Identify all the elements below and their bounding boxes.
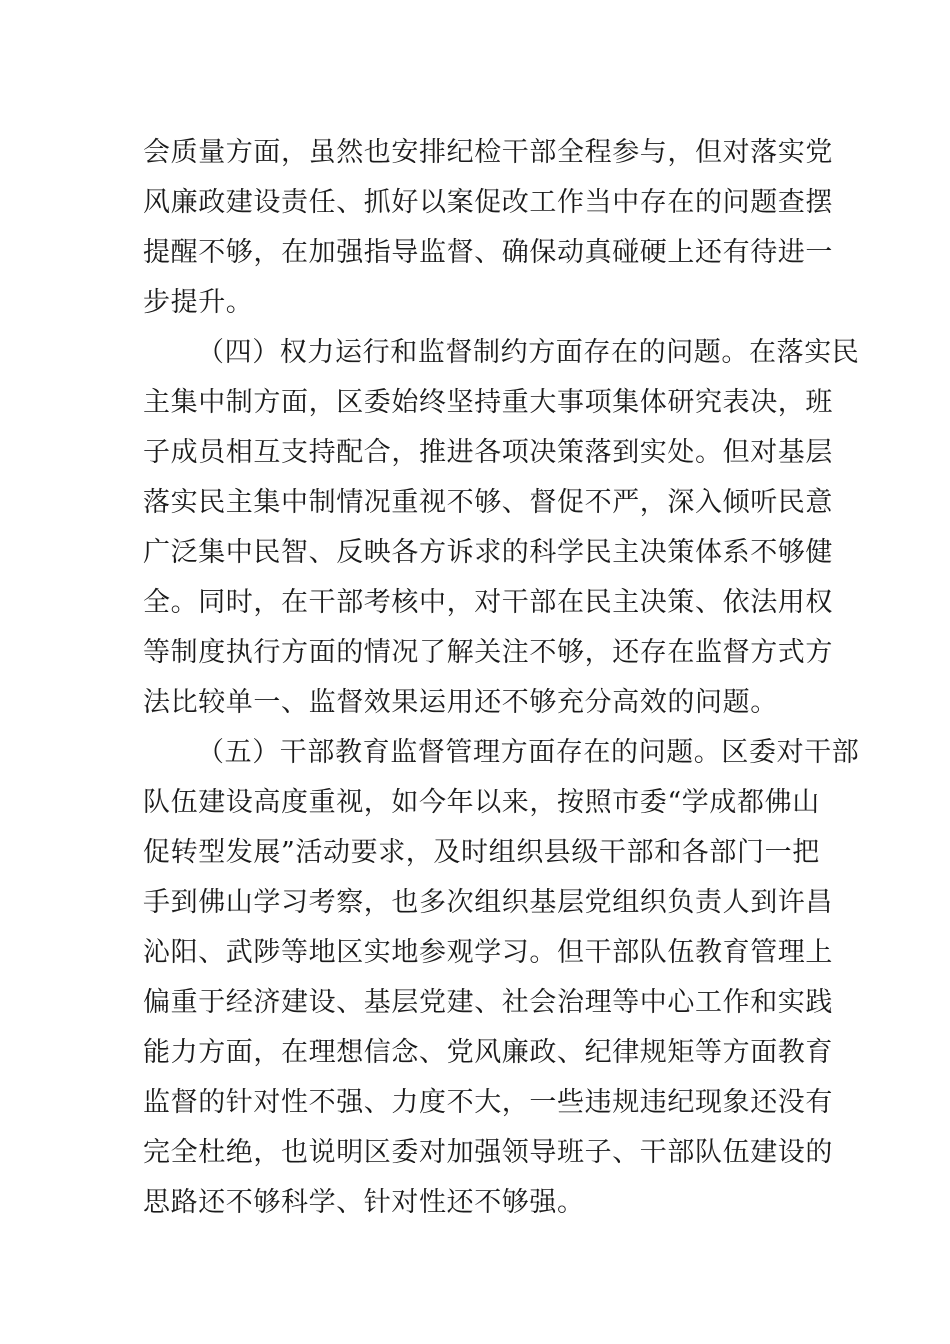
- paragraph-1-line-3: 提醒不够，在加强指导监督、确保动真碰硬上还有待进一: [143, 237, 833, 268]
- paragraph-2-line-4: 落实民主集中制情况重视不够、督促不严，深入倾听民意: [143, 487, 833, 518]
- paragraph-2-line-2: 主集中制方面，区委始终坚持重大事项集体研究表决，班: [143, 387, 833, 418]
- paragraph-3-line-7: 能力方面，在理想信念、党风廉政、纪律规矩等方面教育: [143, 1037, 833, 1068]
- paragraph-3-line-10: 思路还不够科学、针对性还不够强。: [143, 1187, 585, 1218]
- paragraph-3-line-6: 偏重于经济建设、基层党建、社会治理等中心工作和实践: [143, 987, 833, 1018]
- paragraph-1-line-1: 会质量方面，虽然也安排纪检干部全程参与，但对落实党: [143, 137, 833, 168]
- paragraph-1-line-2: 风廉政建设责任、抓好以案促改工作当中存在的问题查摆: [143, 187, 833, 218]
- paragraph-3-line-1: （五）干部教育监督管理方面存在的问题。区委对干部: [197, 737, 860, 768]
- paragraph-2-line-8: 法比较单一、监督效果运用还不够充分高效的问题。: [143, 687, 778, 718]
- paragraph-3-line-3: 促转型发展”活动要求，及时组织县级干部和各部门一把: [143, 837, 820, 868]
- paragraph-2-line-5: 广泛集中民智、反映各方诉求的科学民主决策体系不够健: [143, 537, 833, 568]
- paragraph-3-line-4: 手到佛山学习考察，也多次组织基层党组织负责人到许昌: [143, 887, 833, 918]
- document-body: [143, 128, 860, 1228]
- paragraph-2-line-6: 全。同时，在干部考核中，对干部在民主决策、依法用权: [143, 587, 833, 618]
- paragraph-3-line-8: 监督的针对性不强、力度不大，一些违规违纪现象还没有: [143, 1087, 833, 1118]
- paragraph-2-line-3: 子成员相互支持配合，推进各项决策落到实处。但对基层: [143, 437, 833, 468]
- paragraph-3-line-2: 队伍建设高度重视，如今年以来，按照市委“学成都佛山: [143, 787, 820, 818]
- paragraph-3-line-9: 完全杜绝，也说明区委对加强领导班子、干部队伍建设的: [143, 1137, 833, 1168]
- paragraph-2-line-1: （四）权力运行和监督制约方面存在的问题。在落实民: [197, 337, 860, 368]
- paragraph-1-line-4: 步提升。: [143, 287, 254, 318]
- paragraph-2-line-7: 等制度执行方面的情况了解关注不够，还存在监督方式方: [143, 637, 833, 668]
- paragraph-3-line-5: 沁阳、武陟等地区实地参观学习。但干部队伍教育管理上: [143, 937, 833, 968]
